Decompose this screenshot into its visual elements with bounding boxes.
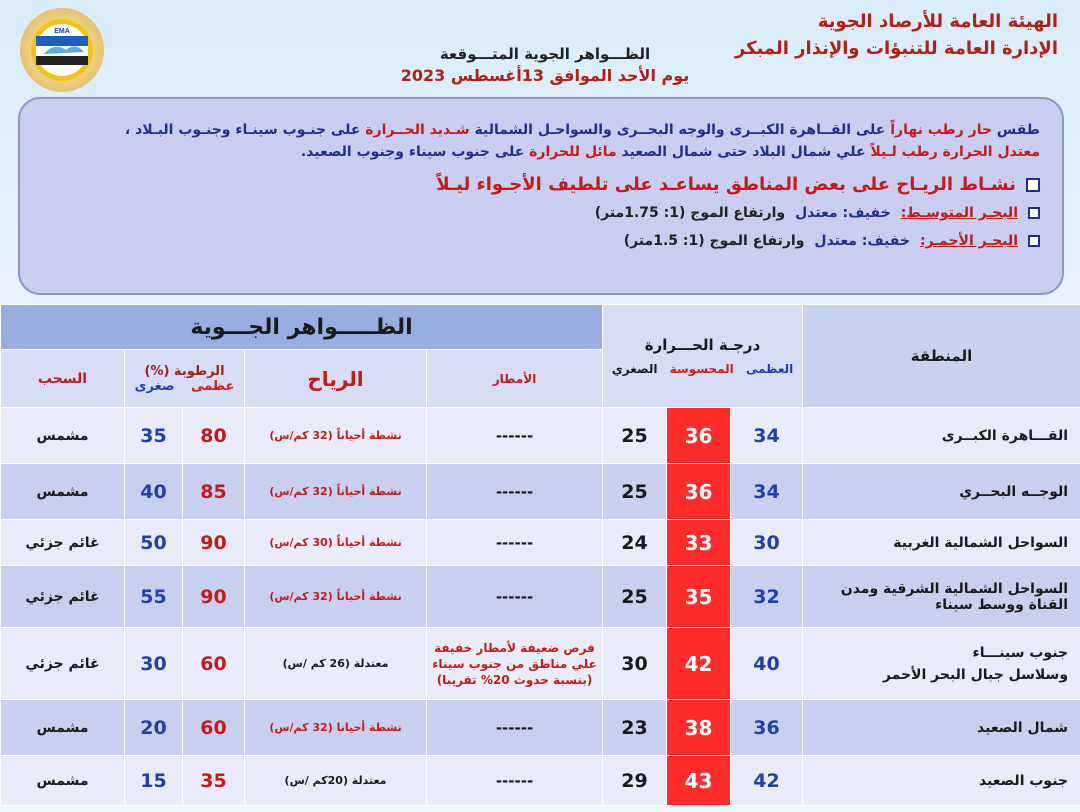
wind-text: نشطة أحياناً (30 كم/س) — [269, 536, 402, 549]
wind-cell — [245, 520, 427, 566]
wind-cell — [245, 408, 427, 464]
header-region: المنطقة — [803, 305, 1080, 408]
humidity-max-cell: 80 — [183, 408, 245, 464]
wind-cell — [245, 566, 427, 628]
temp-felt-cell: 43 — [667, 756, 731, 806]
summary-segment: مائل للحرارة — [529, 144, 617, 160]
table-row — [1, 464, 1080, 520]
sea-item-mediterranean — [42, 199, 1040, 227]
org-header — [735, 8, 1058, 62]
forecast-title: الظـــواهر الجوية المتـــوقعة — [439, 45, 651, 63]
wind-cell — [245, 756, 427, 806]
clouds-cell: غائم جزئي — [1, 566, 125, 628]
temp-min-cell: 30 — [603, 628, 667, 700]
temp-max-cell: 34 — [731, 408, 803, 464]
sea-name: البحـر الأحمـر: — [919, 233, 1018, 249]
header-humidity-max: عظمى — [191, 378, 235, 394]
rain-cell: ------ — [427, 756, 603, 806]
humidity-max-cell: 90 — [183, 566, 245, 628]
forecast-table — [0, 304, 1080, 806]
table-row — [1, 566, 1080, 628]
summary-line-2 — [42, 141, 1040, 163]
summary-segment: على جنـوب سينـاء وجنـوب البـلاد ، — [124, 122, 366, 138]
summary-segment: على جنوب سيناء وجنوب الصعيد. — [300, 144, 530, 160]
rain-cell: ------ — [427, 520, 603, 566]
temp-felt-cell: 33 — [667, 520, 731, 566]
wind-text: نشطة أحياناً (32 كم/س) — [269, 485, 402, 498]
wind-text: نشطة أحيانا (32 كم/س) — [269, 721, 402, 734]
humidity-min-cell: 35 — [125, 408, 183, 464]
rain-cell: فرص ضعيفة لأمطار خفيفة علي مناطق من جنوب سيناء (بنسبة حدوث 20% تقريبا) — [427, 628, 603, 700]
temp-max-cell: 42 — [731, 756, 803, 806]
table-row — [1, 628, 1080, 700]
humidity-max-cell: 85 — [183, 464, 245, 520]
summary-line-1 — [42, 119, 1040, 141]
clouds-cell: مشمس — [1, 408, 125, 464]
temp-min-cell: 25 — [603, 464, 667, 520]
temp-max-cell: 30 — [731, 520, 803, 566]
temp-felt-cell: 38 — [667, 700, 731, 756]
wind-text: معتدلة (26 كم /س) — [282, 657, 389, 670]
wind-note-item — [42, 171, 1040, 199]
wind-text: نشطة أحياناً (32 كم/س) — [269, 429, 402, 442]
clouds-cell: مشمس — [1, 464, 125, 520]
temp-min-cell: 25 — [603, 408, 667, 464]
sea-state: خفيف: معتدل — [795, 205, 891, 221]
humidity-max-cell: 35 — [183, 756, 245, 806]
humidity-min-cell: 30 — [125, 628, 183, 700]
header-temperature-title: درجـة الحـــرارة — [644, 336, 761, 354]
clouds-cell: مشمس — [1, 756, 125, 806]
humidity-min-cell: 55 — [125, 566, 183, 628]
sea-name: البحـر المتوسـط: — [900, 205, 1018, 221]
region-cell: القـــاهرة الكبــرى — [803, 408, 1080, 464]
temp-min-cell: 24 — [603, 520, 667, 566]
weather-summary-box — [18, 97, 1064, 295]
forecast-date: يوم الأحد الموافق 13أغسطس 2023 — [400, 66, 690, 85]
wind-text: معتدلة (20كم /س) — [284, 774, 387, 787]
region-cell: السواحل الشمالية الشرقية ومدن القناة ووسط سيناء — [803, 566, 1080, 628]
header-humidity — [125, 350, 245, 408]
temp-felt-cell: 36 — [667, 408, 731, 464]
rain-cell: ------ — [427, 700, 603, 756]
wind-note: نشـاط الريـاح على بعض المناطق يساعـد على تلطيف الأجـواء ليـلاً — [436, 174, 1016, 195]
rain-cell: ------ — [427, 408, 603, 464]
summary-segment: شـديد الحــرارة — [365, 122, 470, 138]
temp-min-cell: 23 — [603, 700, 667, 756]
header-temperature — [603, 305, 803, 408]
org-department: الإدارة العامة للتنبؤات والإنذار المبكر — [734, 38, 1058, 59]
sea-item-red-sea — [42, 227, 1040, 255]
region-line: جنوب سينـــاء — [972, 644, 1069, 661]
table-row — [1, 700, 1080, 756]
temp-max-cell: 32 — [731, 566, 803, 628]
sea-waves: وارتفاع الموج (1: 1.5متر) — [623, 233, 805, 249]
header-phenomena: الظـــــواهر الجـــوية — [1, 305, 603, 350]
humidity-max-cell: 60 — [183, 628, 245, 700]
region-cell: شمال الصعيد — [803, 700, 1080, 756]
region-cell: الوجــه البحــري — [803, 464, 1080, 520]
summary-segment: طقس — [992, 122, 1040, 138]
checkbox-icon — [1028, 207, 1040, 219]
temp-max-cell: 34 — [731, 464, 803, 520]
header-humidity-title: الرطوبة (%) — [144, 363, 225, 379]
region-cell: السواحل الشمالية الغربية — [803, 520, 1080, 566]
humidity-max-cell: 90 — [183, 520, 245, 566]
temp-felt-cell: 42 — [667, 628, 731, 700]
header-clouds: السحب — [1, 350, 125, 408]
rain-cell: ------ — [427, 566, 603, 628]
clouds-cell: غائم جزئي — [1, 520, 125, 566]
temp-min-cell: 25 — [603, 566, 667, 628]
humidity-min-cell: 20 — [125, 700, 183, 756]
wind-cell — [245, 700, 427, 756]
table-row — [1, 756, 1080, 806]
checkbox-icon — [1026, 178, 1040, 192]
checkbox-icon — [1028, 235, 1040, 247]
wind-cell — [245, 628, 427, 700]
header-rain: الأمطار — [427, 350, 603, 408]
region-line: وسلاسل جبال البحر الأحمر — [882, 666, 1069, 683]
rain-cell: ------ — [427, 464, 603, 520]
logo-lettering: EMA — [54, 28, 70, 35]
temp-felt-cell: 35 — [667, 566, 731, 628]
summary-segment: علي شمال البلاد حتى شمال الصعيد — [616, 144, 871, 160]
temp-max-cell: 36 — [731, 700, 803, 756]
temp-max-cell: 40 — [731, 628, 803, 700]
table-row — [1, 408, 1080, 464]
humidity-max-cell: 60 — [183, 700, 245, 756]
humidity-min-cell: 40 — [125, 464, 183, 520]
humidity-min-cell: 50 — [125, 520, 183, 566]
region-cell — [803, 628, 1080, 700]
org-name: الهيئة العامة للأرصاد الجوية — [817, 11, 1058, 32]
header-temp-max: العظمى — [745, 362, 794, 376]
wind-text: نشطة أحياناً (32 كم/س) — [269, 590, 402, 603]
header-humidity-min: صغرى — [134, 378, 175, 394]
table-row — [1, 520, 1080, 566]
ema-logo — [14, 6, 110, 94]
wind-cell — [245, 464, 427, 520]
sea-waves: وارتفاع الموج (1: 1.75متر) — [594, 205, 786, 221]
header-wind: الرياح — [245, 350, 427, 408]
forecast-table-wrap — [0, 304, 1080, 812]
temp-felt-cell: 36 — [667, 464, 731, 520]
sea-state: خفيف: معتدل — [814, 233, 910, 249]
header-temp-min: الصغري — [611, 362, 658, 376]
summary-segment: على القــاهرة الكبــرى والوجه البحــرى والسواحـل الشمالية — [469, 122, 891, 138]
summary-segment: حار رطب نهاراً — [890, 122, 993, 138]
temp-min-cell: 29 — [603, 756, 667, 806]
humidity-min-cell: 15 — [125, 756, 183, 806]
clouds-cell: غائم جزئي — [1, 628, 125, 700]
header-temp-felt: المحسوسة — [669, 362, 734, 376]
clouds-cell: مشمس — [1, 700, 125, 756]
region-cell: جنوب الصعيد — [803, 756, 1080, 806]
summary-segment: معتدل الحرارة رطب لـيلاً — [870, 144, 1040, 160]
